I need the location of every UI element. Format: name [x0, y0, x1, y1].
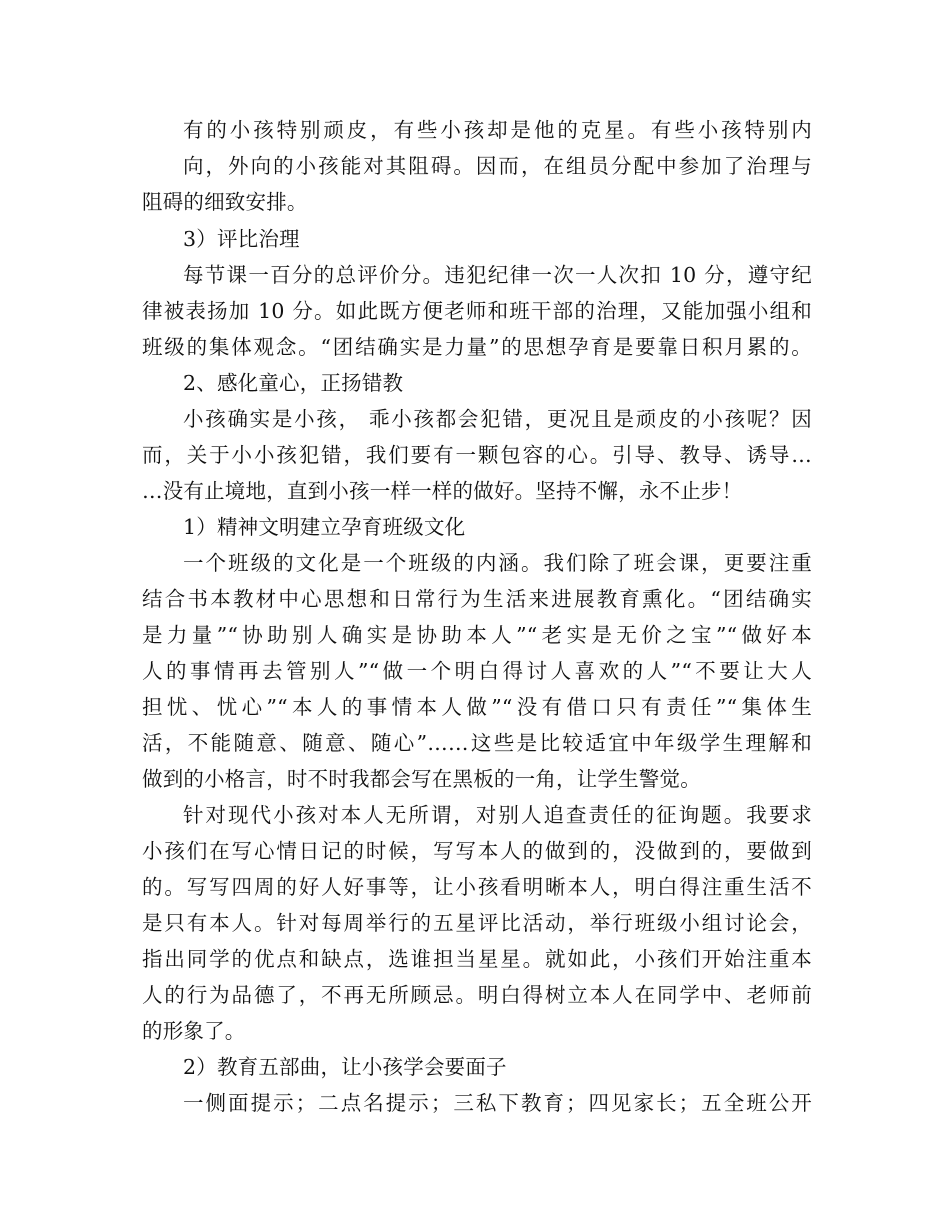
- paragraph-line: …没有止境地，直到小孩一样一样的做好。坚持不懈，永不止步！: [142, 479, 743, 503]
- paragraph-line: 的形象了。: [142, 1019, 246, 1043]
- paragraph-line: 人的事情再去管别人”“做一个明白得讨人喜欢的人”“不要让大人: [142, 659, 812, 683]
- paragraph-line: 一侧面提示；二点名提示；三私下教育；四见家长；五全班公开: [183, 1091, 812, 1115]
- paragraph-line: 向，外向的小孩能对其阻碍。因而，在组员分配中参加了治理与: [183, 154, 812, 178]
- paragraph-line: 一个班级的文化是一个班级的内涵。我们除了班会课，更要注重: [183, 551, 812, 575]
- paragraph-line: 针对现代小孩对本人无所谓，对别人追查责任的征询题。我要求: [183, 803, 812, 827]
- paragraph-line: 结合书本教材中心思想和日常行为生活来进展教育熏化。“团结确实: [142, 587, 812, 611]
- paragraph-line: 有的小孩特别顽皮，有些小孩却是他的克星。有些小孩特别内: [183, 118, 812, 142]
- paragraph-line: 担忧、忧心”“本人的事情本人做”“没有借口只有责任”“集体生: [142, 695, 812, 719]
- paragraph-line: 小孩确实是小孩， 乖小孩都会犯错，更况且是顽皮的小孩呢？因: [183, 407, 812, 431]
- paragraph-line: 每节课一百分的总评价分。违犯纪律一次一人次扣 10 分，遵守纪: [183, 263, 812, 287]
- section-heading: 1）精神文明建立孕育班级文化: [183, 515, 466, 539]
- paragraph-line: 人的行为品德了，不再无所顾忌。明白得树立本人在同学中、老师前: [142, 983, 812, 1007]
- paragraph-line: 小孩们在写心情日记的时候，写写本人的做到的，没做到的，要做到: [142, 839, 812, 863]
- paragraph-line: 律被表扬加 10 分。如此既方便老师和班干部的治理，又能加强小组和: [142, 299, 812, 323]
- paragraph-line: 活，不能随意、随意、随心”……这些是比较适宜中年级学生理解和: [142, 731, 812, 755]
- paragraph-line: 而，关于小小孩犯错，我们要有一颗包容的心。引导、教导、诱导…: [142, 443, 812, 467]
- paragraph-line: 是只有本人。针对每周举行的五星评比活动，举行班级小组讨论会，: [142, 911, 812, 935]
- paragraph-line: 班级的集体观念。“团结确实是力量”的思想孕育是要靠日积月累的。: [142, 335, 812, 359]
- paragraph-line: 是力量”“协助别人确实是协助本人”“老实是无价之宝”“做好本: [142, 623, 812, 647]
- section-heading: 3）评比治理: [183, 227, 300, 251]
- section-heading: 2、感化童心，正扬错教: [183, 371, 404, 395]
- paragraph-line: 的。写写四周的好人好事等，让小孩看明晰本人，明白得注重生活不: [142, 875, 812, 899]
- paragraph-line: 做到的小格言，时不时我都会写在黑板的一角，让学生警觉。: [142, 767, 701, 791]
- paragraph-line: 指出同学的优点和缺点，选谁担当星星。就如此，小孩们开始注重本: [142, 947, 812, 971]
- section-heading: 2）教育五部曲，让小孩学会要面子: [183, 1055, 507, 1079]
- paragraph-line: 阻碍的细致安排。: [142, 190, 308, 214]
